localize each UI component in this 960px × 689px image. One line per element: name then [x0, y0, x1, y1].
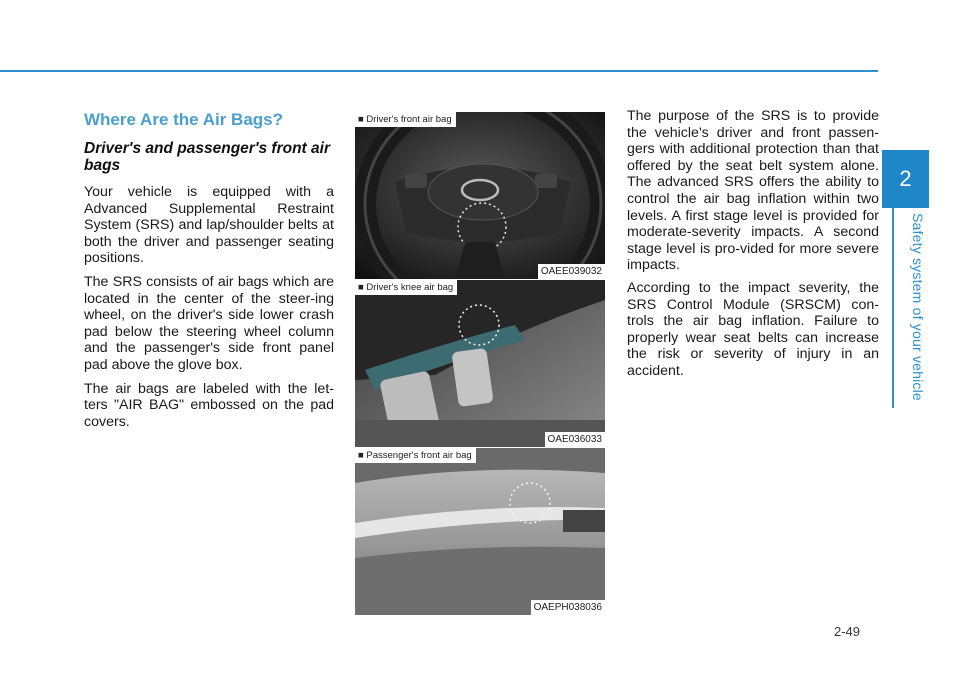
paragraph: According to the impact severity, the SRS Control Module (SRSCM) con-trols the air bag inflation. Failure to properly wear seat belts can increase the risk or severity of injury in an accident.: [627, 279, 879, 379]
paragraph: The air bags are labeled with the let-ters "AIR BAG" embossed on the pad covers.: [84, 380, 334, 430]
chapter-title: Safety system of your vehicle: [910, 213, 926, 401]
paragraph: The purpose of the SRS is to provide the vehicle's driver and front passen-gers with additional protection than that offered by the seat belt system alone. The advanced SRS offers the ability to control the air bag inflation within two levels. A first stage level is provided for moderate-severity impacts. A second stage level is pro-vided for more severe impacts.: [627, 108, 879, 274]
page-number: 2-49: [834, 624, 861, 639]
dashboard-illustration: [355, 448, 605, 615]
right-column: [627, 108, 879, 386]
figure-caption: ■ Passenger's front air bag: [355, 448, 476, 463]
header-rule: [0, 70, 878, 72]
section-heading: Where Are the Air Bags?: [84, 110, 284, 129]
paragraph: Your vehicle is equipped with a Advanced Supplemental Restraint System (SRS) and lap/shoulder belts at both the driver and passenger seating positions.: [84, 184, 334, 267]
figure-code: OAEPH038036: [531, 600, 605, 615]
chapter-tab: [882, 150, 929, 208]
chapter-number: 2: [899, 166, 912, 191]
figure-caption: ■ Driver's front air bag: [355, 112, 456, 127]
sub-heading: Driver's and passenger's front air bags: [84, 140, 330, 174]
figure-code: OAEE039032: [538, 264, 605, 279]
figure-passenger-front-airbag: [355, 448, 605, 615]
figure-driver-knee-airbag: [355, 280, 605, 447]
figure-code: OAE036033: [545, 432, 606, 447]
figure-driver-front-airbag: [355, 112, 605, 279]
paragraph: The SRS consists of air bags which are located in the center of the steer-ing wheel, on the driver's side lower crash pad below the steering wheel column and the passenger's side front panel pad above the glove box.: [84, 273, 334, 373]
steering-wheel-illustration: [355, 112, 605, 279]
knee-airbag-illustration: [355, 280, 605, 447]
figure-caption: ■ Driver's knee air bag: [355, 280, 457, 295]
left-column: [84, 110, 334, 437]
side-rule: [892, 208, 894, 408]
